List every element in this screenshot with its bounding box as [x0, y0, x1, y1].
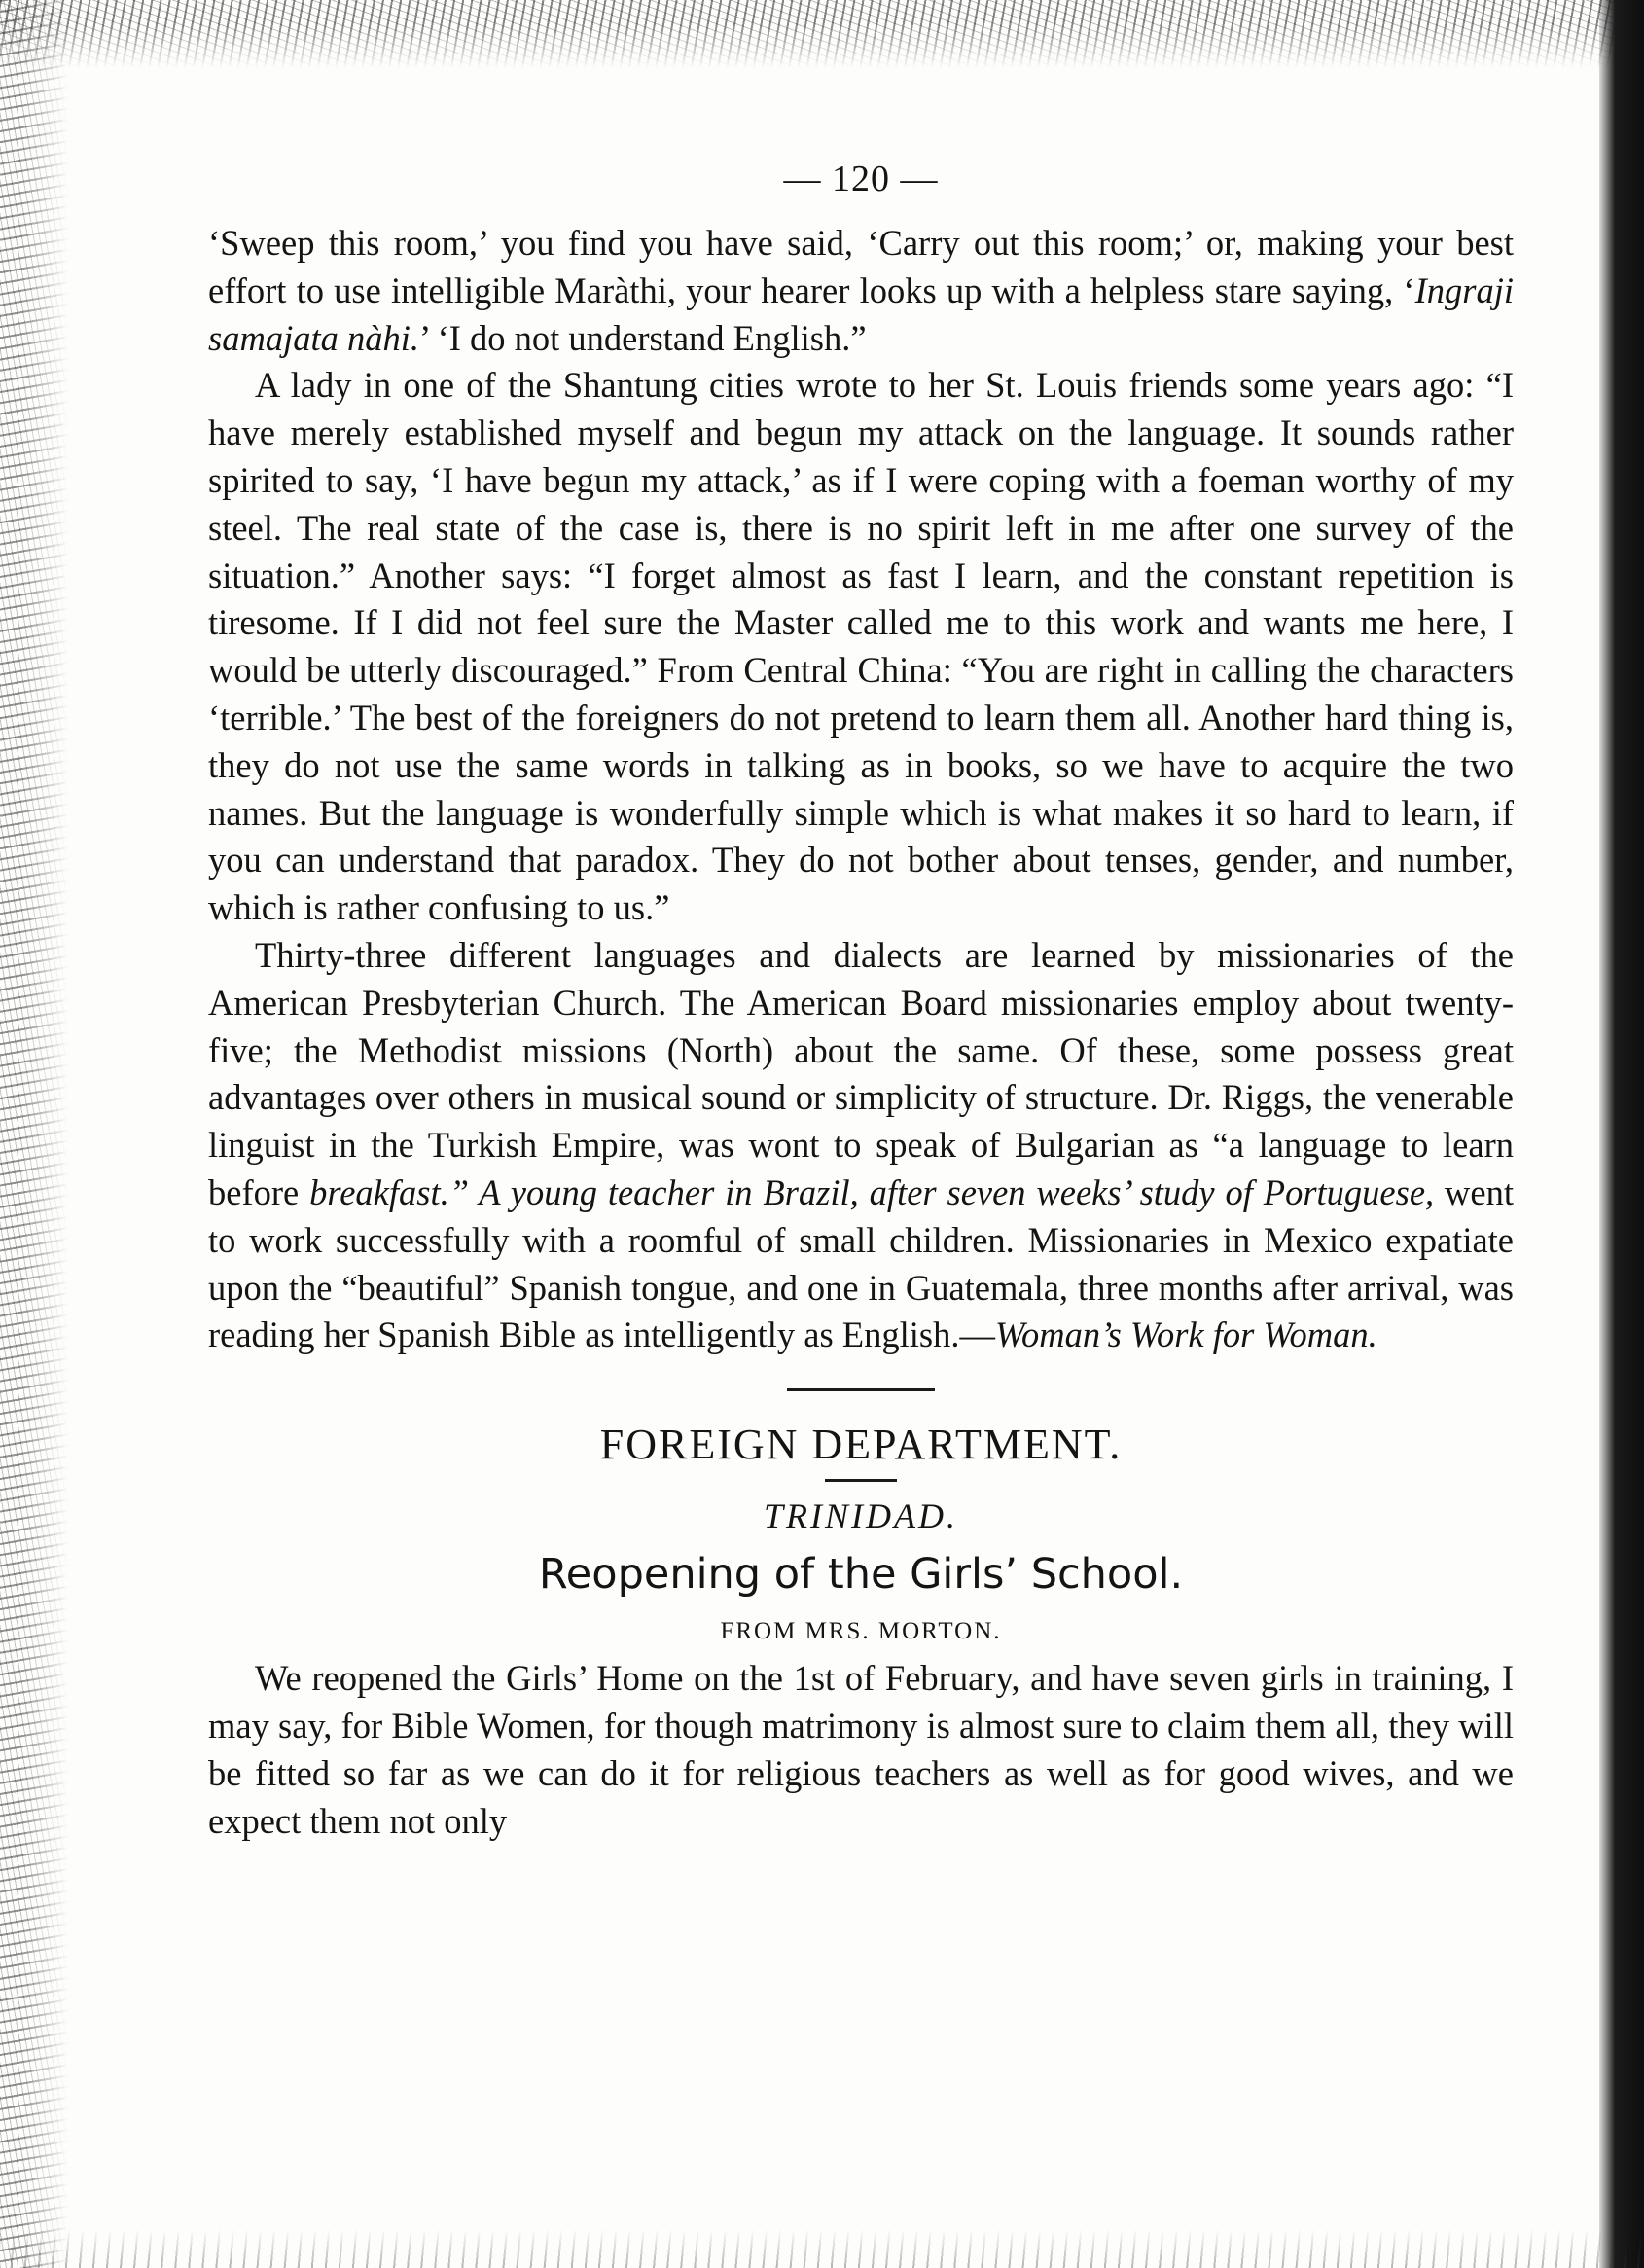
section-divider-rule	[787, 1388, 935, 1391]
article-title: Reopening of the Girls’ School.	[538, 1550, 1184, 1600]
paragraph-shantung: A lady in one of the Shantung cities wrote to her St. Louis friends some years ago: “I have merely established myself and begun my attack on the language. It sounds rather spirited to say, ‘I have begun my attack,’ as if I were coping with a foeman worthy of my steel. The real state of the case is, there is no spirit left in me after one survey of the situation.” Another says: “I forget almost as fast I learn, and the constant repetition is tiresome. If I did not feel sure the Master called me to this work and wants me here, I would be utterly discouraged.” From Central China: “You are right in calling the characters ‘terrible.’ The best of the foreigners do not pretend to learn them all. Another hard thing is, they do not use the same words in talking as in books, so we have to acquire the two names. But the language is wonderfully simple which is what makes it so hard to learn, if you can understand that paradox. They do not bother about tenses, gender, and number, which is rather confusing to us.”	[208, 365, 1514, 928]
paragraph-continued	[208, 220, 1514, 362]
scan-edge-left	[0, 0, 68, 2268]
paragraph-girls-home: We reopened the Girls’ Home on the 1st of February, and have seven girls in training, I may say, for Bible Women, for though matrimony is almost sure to claim them all, they will be fitted so far as we can do it for religious teachers as well as for good wives, and we expect them not only	[208, 1658, 1514, 1841]
country-heading: TRINIDAD.	[764, 1496, 958, 1536]
paragraph-italic-text: Ingraji samajata nàhi.	[208, 270, 1514, 358]
paragraph-text: ‘Sweep this room,’ you find you have said, ‘Carry out this room;’ or, making your best effort to use intelligible Maràthi, your hearer looks up with a helpless stare saying, ‘	[208, 223, 1514, 310]
page-content	[208, 156, 1514, 1845]
source-citation: Woman’s Work for Woman.	[994, 1314, 1377, 1355]
paragraph-text: went to work successfully with a roomful of small children. Missionaries in Mexico expatiate upon the “beautiful” Spanish tongue, and one in Guatemala, three months after arrival, was reading her Spanish Bible as intelligently as English.—	[208, 1171, 1514, 1355]
paragraph-italic-text: breakfast.” A young teacher in Brazil, after seven weeks’ study of Portuguese,	[309, 1171, 1435, 1212]
article-byline: FROM MRS. MORTON.	[720, 1618, 1002, 1645]
paragraph-languages	[208, 932, 1514, 1359]
scan-edge-right	[1599, 0, 1644, 2268]
department-heading: FOREIGN DEPARTMENT.	[599, 1421, 1123, 1469]
paragraph-text: Thirty-three different languages and dialects are learned by missionaries of the American Presbyterian Church. The American Board missionaries employ about twenty-five; the Methodist missions (North) about the same. Of these, some possess great advantages over others in musical sound or simplicity of structure. Dr. Riggs, the venerable linguist in the Turkish Empire, was wont to speak of Bulgarian as “a language to learn before	[208, 934, 1514, 1212]
paragraph-text: ’ ‘I do not understand English.”	[419, 317, 867, 358]
page-number: — 120 —	[783, 159, 939, 199]
scan-edge-top	[0, 0, 1644, 68]
scan-edge-bottom	[0, 2229, 1644, 2268]
heading-divider-rule	[825, 1479, 897, 1482]
